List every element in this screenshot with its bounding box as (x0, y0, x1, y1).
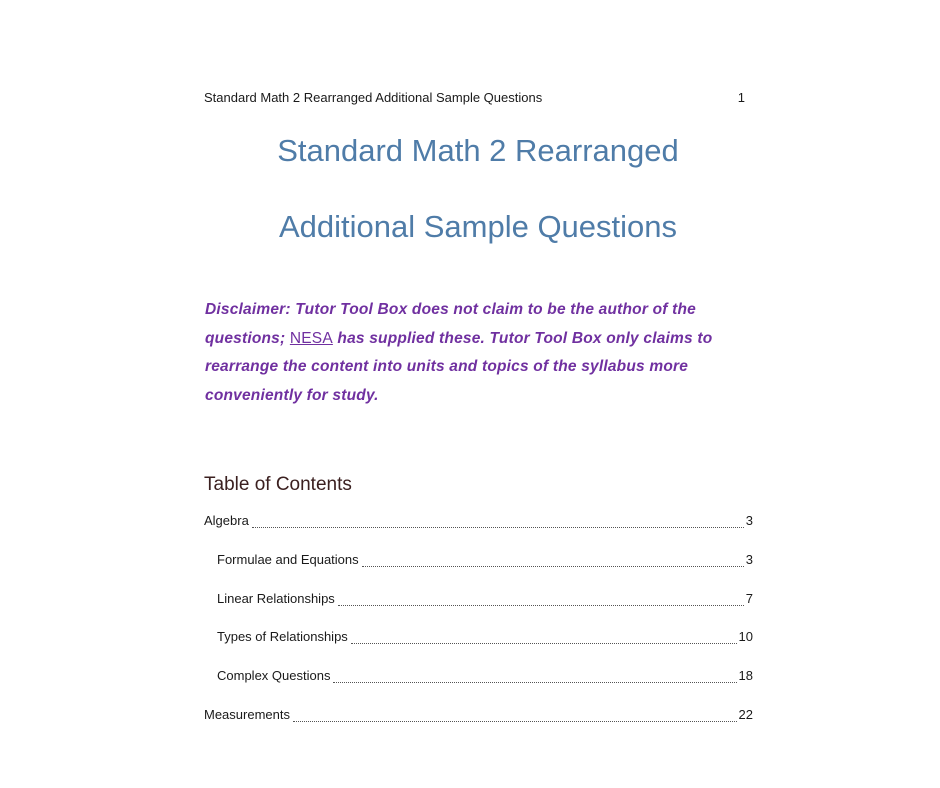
toc-entry-label: Linear Relationships (217, 591, 335, 606)
toc-entry-label: Types of Relationships (217, 629, 348, 644)
document-title-line-1: Standard Math 2 Rearranged (277, 133, 679, 168)
disclaimer-paragraph (205, 296, 765, 410)
toc-dot-leader (333, 672, 736, 683)
toc-dot-leader (338, 595, 744, 606)
disclaimer-text-start: Disclaimer: Tutor Tool Box does not claim to be the author of the questions; (205, 301, 696, 347)
toc-entry-page: 18 (738, 668, 753, 683)
page-number: 1 (737, 90, 745, 105)
running-header-title: Standard Math 2 Rearranged Additional Sample Questions (204, 90, 543, 105)
toc-heading: Table of Contents (204, 474, 352, 495)
toc-entry-label: Formulae and Equations (217, 552, 359, 567)
toc-dot-leader (362, 556, 744, 567)
toc-entry-formulae-and-equations[interactable] (204, 552, 753, 570)
toc-entry-label: Algebra (204, 513, 249, 528)
disclaimer-text-end: has supplied these. Tutor Tool Box only claims to rearrange the content into units and topics of the syllabus more conveniently for study. (205, 329, 713, 404)
toc-entry-page: 10 (738, 629, 753, 644)
toc-entry-page: 7 (745, 591, 753, 606)
toc-entry-algebra[interactable] (204, 513, 753, 531)
toc-entry-page: 3 (745, 552, 753, 567)
running-header (204, 90, 745, 105)
document-title-line-2: Additional Sample Questions (278, 209, 678, 244)
toc-entry-complex-questions[interactable] (204, 668, 753, 686)
toc-dot-leader (252, 517, 744, 528)
toc-entry-label: Measurements (204, 707, 290, 722)
toc-dot-leader (351, 633, 737, 644)
toc-entry-types-of-relationships[interactable] (204, 629, 753, 647)
toc-entry-linear-relationships[interactable] (204, 591, 753, 609)
toc-entry-measurements[interactable] (204, 707, 753, 725)
toc-entry-label: Complex Questions (217, 668, 331, 683)
toc-entry-page: 3 (745, 513, 753, 528)
toc-dot-leader (293, 711, 737, 722)
toc-entry-page: 22 (738, 707, 753, 722)
nesa-link[interactable]: NESA (289, 329, 333, 347)
